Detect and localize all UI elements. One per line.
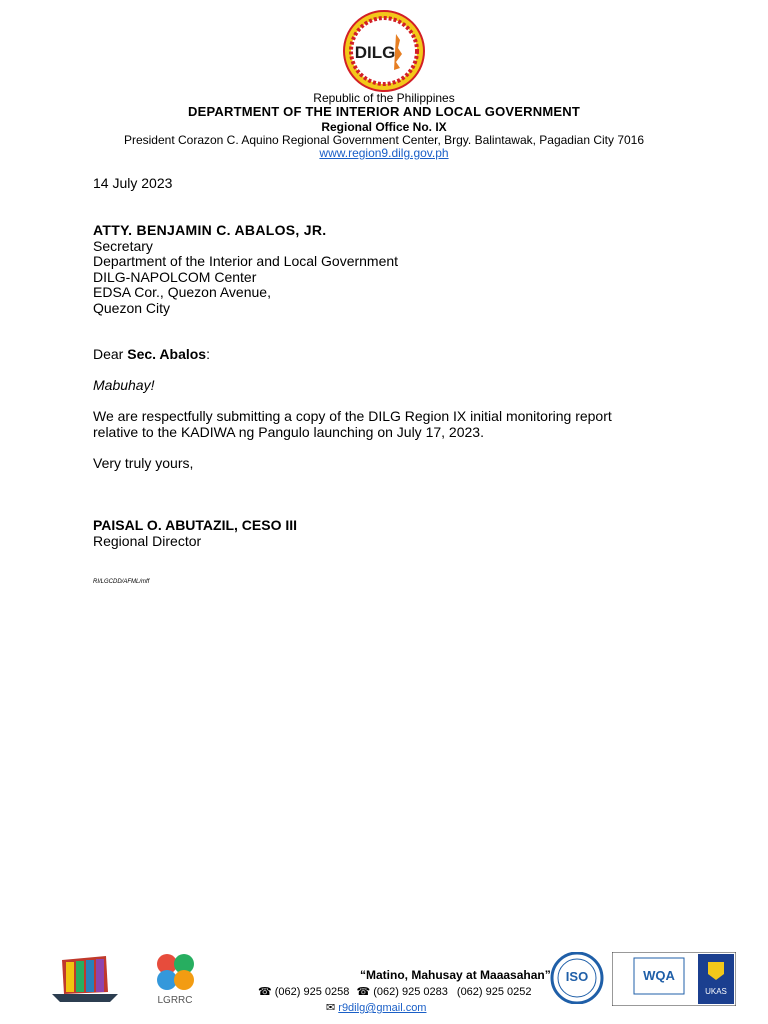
salutation [93, 347, 210, 362]
recipient-name: ATTY. BENJAMIN C. ABALOS, JR. [93, 222, 327, 238]
phone-icon: ☎ [258, 986, 272, 998]
wqa-label: WQA [643, 968, 675, 983]
website-link[interactable]: www.region9.dilg.gov.ph [319, 146, 449, 160]
iso-badge-logo [548, 952, 606, 1004]
ukas-label: UKAS [705, 987, 727, 996]
reference-code: RI/LGCDD/AFML/mff [93, 579, 150, 585]
lgrrc-label: LGRRC [157, 995, 193, 1006]
department-name: DEPARTMENT OF THE INTERIOR AND LOCAL GOVERNMENT [188, 104, 580, 119]
email-link[interactable]: r9dilg@gmail.com [338, 1002, 427, 1014]
recipient-line: Quezon City [93, 300, 171, 316]
dilg-seal-logo [336, 10, 432, 92]
phone-number: (062) 925 0283 [373, 986, 448, 998]
body-line: We are respectfully submitting a copy of the DILG Region IX initial monitoring report [93, 408, 612, 424]
closing: Very truly yours, [93, 455, 194, 471]
email-icon: ✉ [326, 1002, 336, 1014]
recipient-line: Department of the Interior and Local Government [93, 253, 399, 269]
seal-text: DILG [354, 43, 396, 62]
email-row [326, 1001, 426, 1014]
greeting: Mabuhay! [93, 377, 155, 393]
signatory-name: PAISAL O. ABUTAZIL, CESO III [93, 517, 298, 533]
recipient-line: DILG-NAPOLCOM Center [93, 269, 257, 285]
boat-logo [48, 952, 122, 1006]
republic-line: Republic of the Philippines [313, 91, 455, 105]
wqa-ukas-logo [612, 952, 736, 1006]
signatory-title: Regional Director [93, 533, 202, 549]
recipient-line: EDSA Cor., Quezon Avenue, [93, 284, 271, 300]
salutation-name: Sec. Abalos [127, 346, 207, 362]
letter-date: 14 July 2023 [93, 175, 173, 191]
regional-office: Regional Office No. IX [321, 120, 447, 134]
tagline: “Matino, Mahusay at Maaasahan” [360, 968, 551, 982]
lgrrc-logo [150, 950, 200, 1006]
salutation-prefix: Dear [93, 346, 128, 362]
phone-row [258, 985, 532, 998]
salutation-suffix: : [206, 346, 210, 362]
iso-label: ISO [565, 969, 589, 984]
website-wrap [0, 146, 768, 160]
office-address: President Corazon C. Aquino Regional Government Center, Brgy. Balintawak, Pagadian City 7016 [123, 133, 645, 147]
phone-icon: ☎ [356, 986, 371, 998]
phone-number: (062) 925 0252 [456, 986, 532, 998]
recipient-line: Secretary [93, 238, 153, 254]
phone-number: (062) 925 0258 [274, 986, 350, 998]
body-line: relative to the KADIWA ng Pangulo launching on July 17, 2023. [93, 424, 484, 440]
